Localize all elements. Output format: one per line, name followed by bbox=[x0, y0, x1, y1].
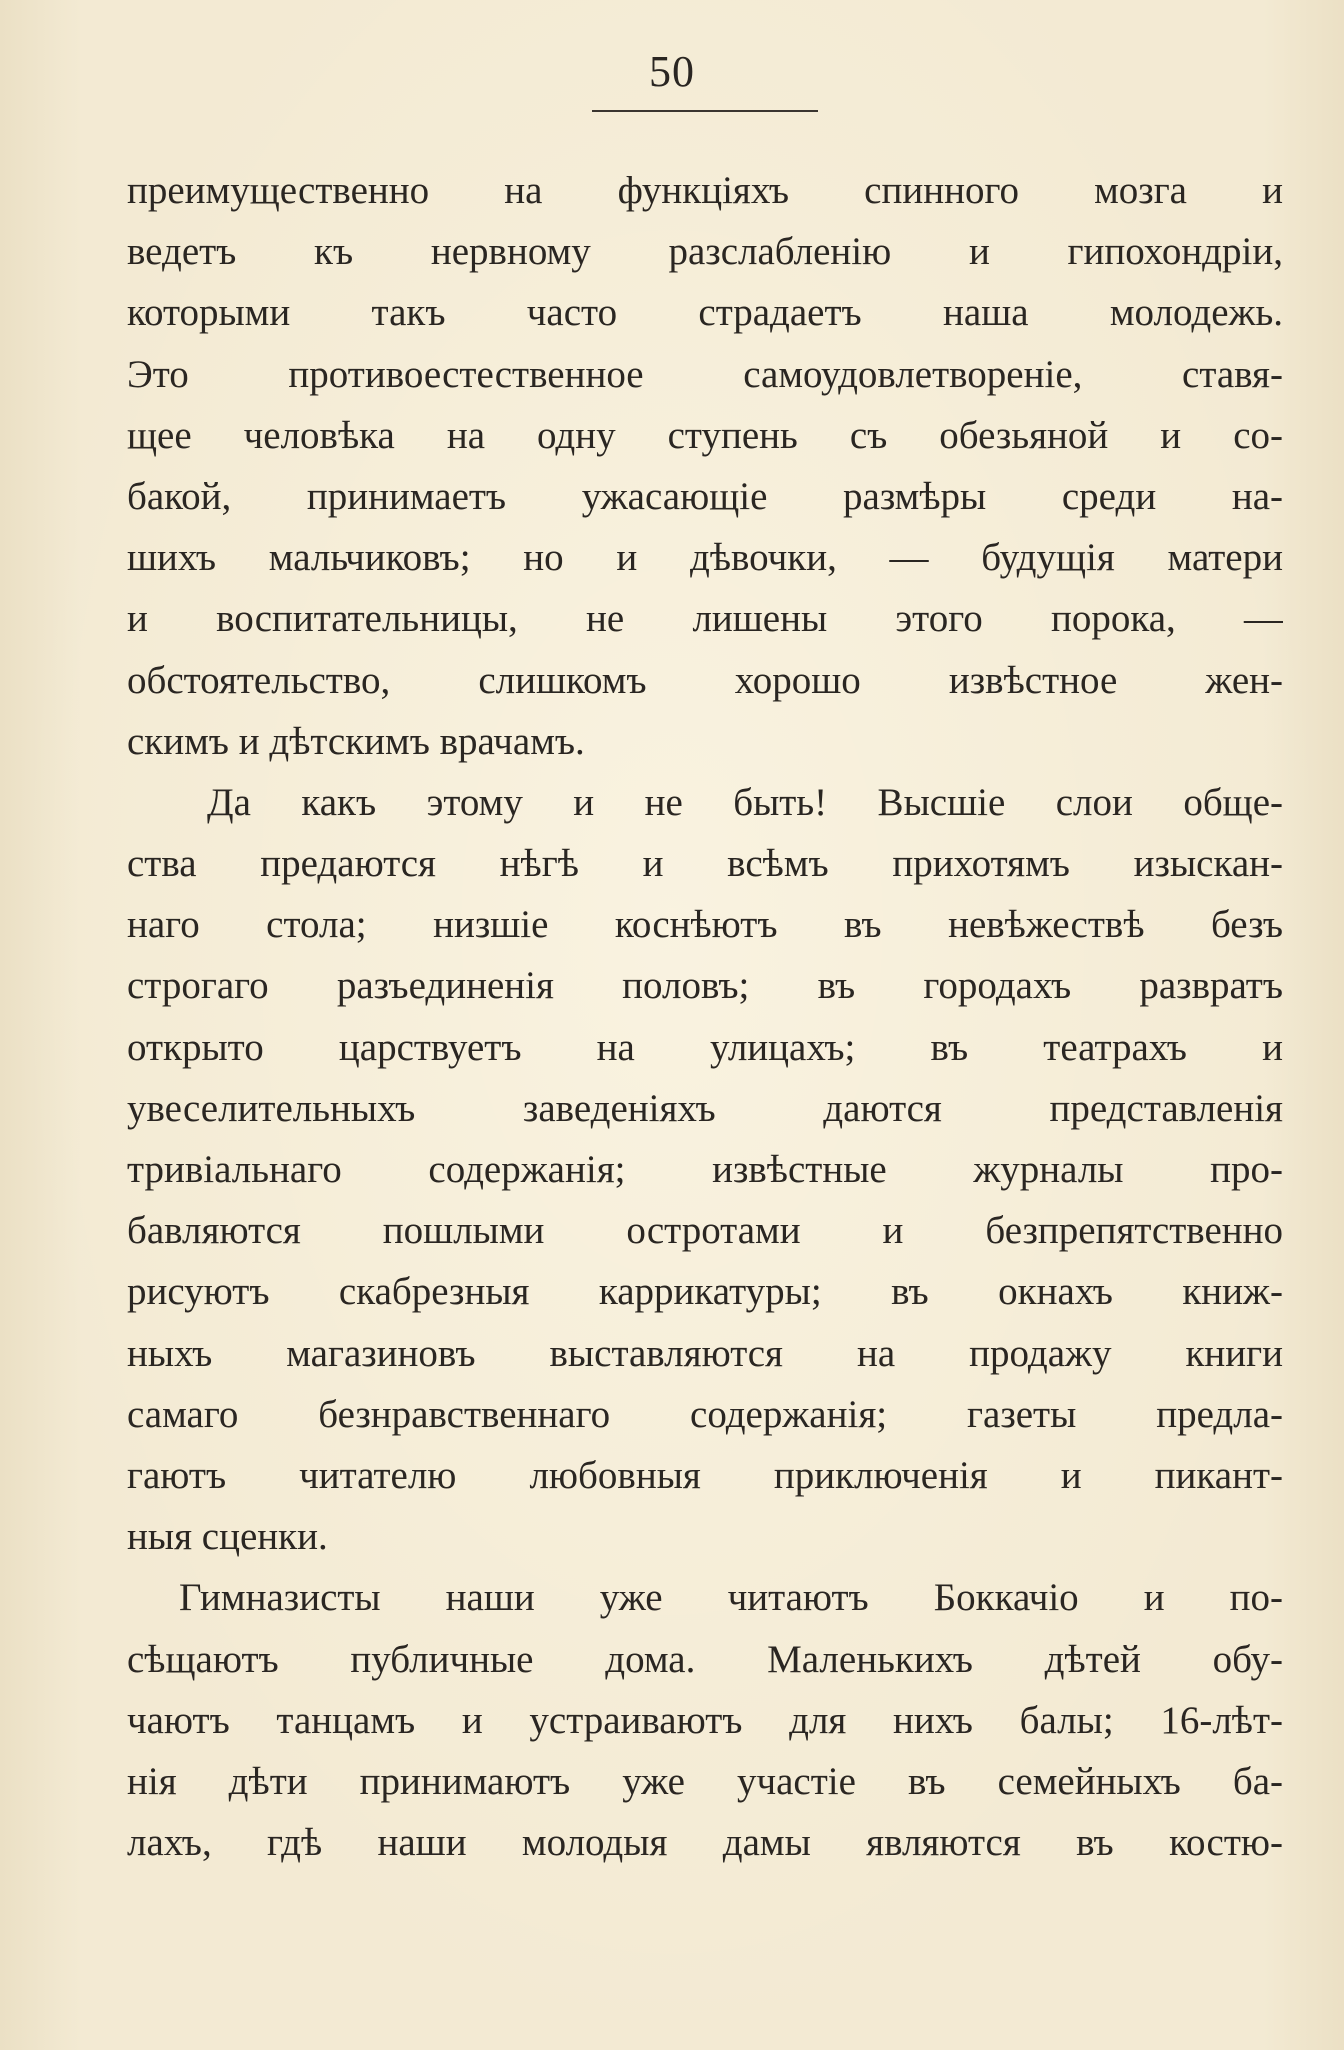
text-line: и воспитательницы, не лишены этого порока, — bbox=[127, 597, 1283, 641]
page-number: 50 bbox=[649, 47, 695, 96]
text-line: ныхъ магазиновъ выставляются на продажу книги bbox=[127, 1331, 1283, 1375]
text-line: обстоятельство, слишкомъ хорошо извѣстное жен- bbox=[127, 658, 1283, 702]
text-line: чаютъ танцамъ и устраиваютъ для нихъ балы; 16-лѣт- bbox=[127, 1698, 1283, 1742]
text-line: тривіальнаго содержанія; извѣстные журналы про- bbox=[127, 1148, 1283, 1191]
text-line: бавляются пошлыми остротами и безпрепятственно bbox=[127, 1209, 1283, 1253]
text-line: преимущественно на функціяхъ спинного мозга и bbox=[127, 169, 1283, 212]
text-line: скимъ и дѣтскимъ врачамъ. bbox=[127, 719, 585, 763]
text-line: ведетъ къ нервному разслабленію и гипохондріи, bbox=[127, 230, 1283, 274]
text-line: Гимназисты наши уже читаютъ Боккачіо и по- bbox=[179, 1576, 1283, 1620]
text-line: Да какъ этому и не быть! Высшіе слои обще- bbox=[207, 780, 1283, 824]
text-line: ныя сценки. bbox=[127, 1515, 328, 1559]
text-line: бакой, принимаетъ ужасающіе размѣры среди на- bbox=[127, 474, 1283, 518]
text-line: нія дѣти принимаютъ уже участіе въ семейныхъ ба- bbox=[127, 1759, 1283, 1803]
text-line: рисуютъ скабрезныя каррикатуры; въ окнахъ книж- bbox=[127, 1270, 1283, 1314]
text-line: увеселительныхъ заведеніяхъ даются представленія bbox=[127, 1086, 1283, 1130]
text-line: Это противоестественное самоудовлетвореніе, ставя- bbox=[127, 352, 1283, 396]
text-line: сѣщаютъ публичные дома. Маленькихъ дѣтей обу- bbox=[127, 1637, 1283, 1681]
text-line: щее человѣка на одну ступень съ обезьяной и со- bbox=[127, 413, 1283, 457]
text-line: лахъ, гдѣ наши молодыя дамы являются въ костю- bbox=[127, 1821, 1283, 1865]
header-rule bbox=[592, 110, 818, 112]
text-line: которыми такъ часто страдаетъ наша молодежь. bbox=[127, 291, 1283, 335]
body-text bbox=[127, 160, 1283, 1873]
text-line: шихъ мальчиковъ; но и дѣвочки, — будущія матери bbox=[127, 536, 1283, 580]
text-line: гаютъ читателю любовныя приключенія и пикант- bbox=[127, 1453, 1283, 1497]
text-line: строгаго разъединенія половъ; въ городахъ развратъ bbox=[127, 964, 1283, 1008]
text-line: самаго безнравственнаго содержанія; газеты предла- bbox=[127, 1392, 1283, 1436]
text-line: ства предаются нѣгѣ и всѣмъ прихотямъ изыскан- bbox=[127, 842, 1283, 886]
text-line: открыто царствуетъ на улицахъ; въ театрахъ и bbox=[127, 1025, 1283, 1069]
text-line: наго стола; низшіе коснѣютъ въ невѣжествѣ безъ bbox=[127, 903, 1283, 947]
